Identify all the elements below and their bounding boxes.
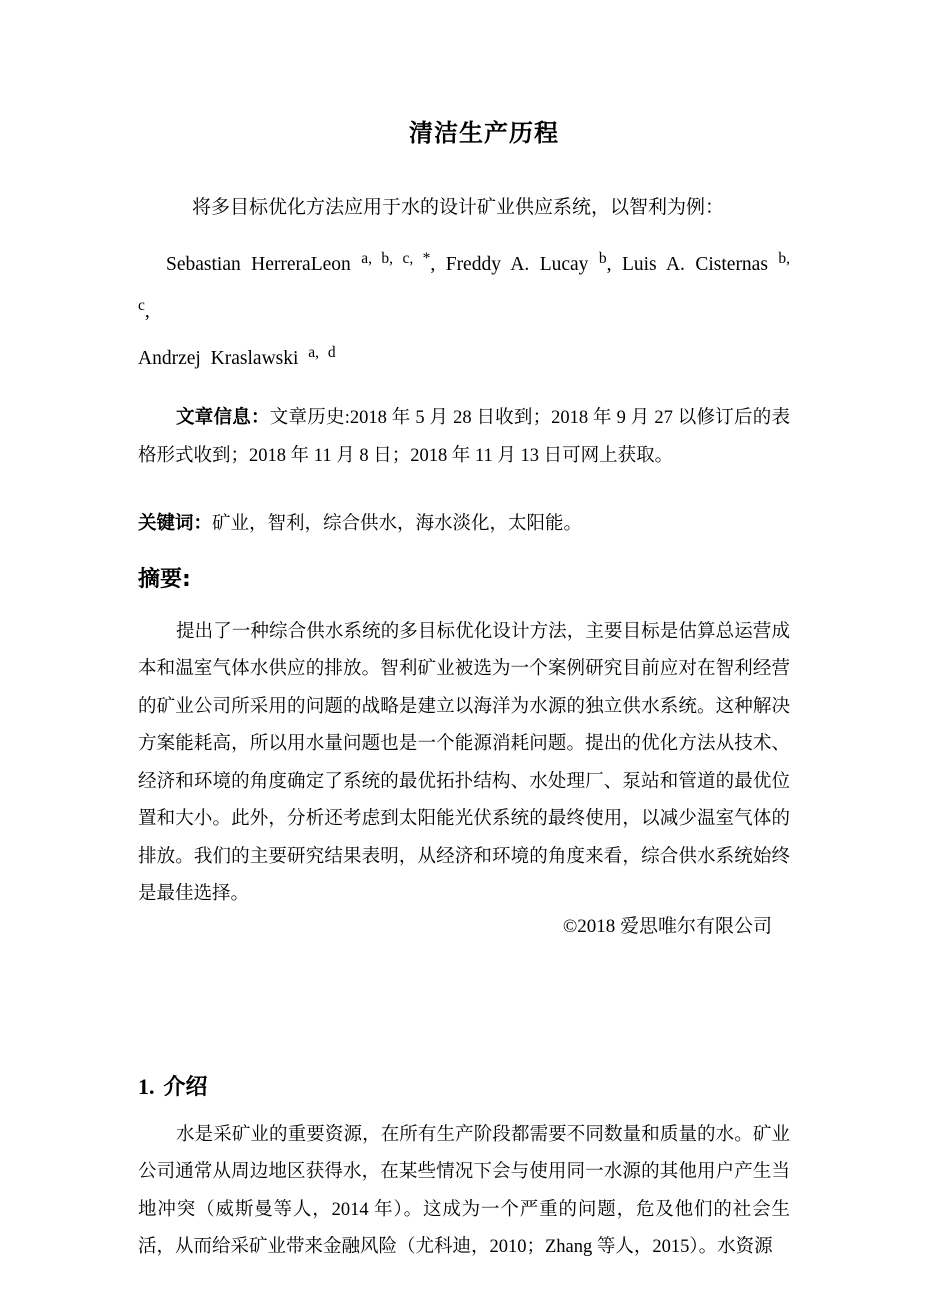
section-1-heading [138,1072,790,1103]
article-info-label: 文章信息： [176,407,270,428]
article-info [138,399,790,475]
author-4-name: Andrzej Kraslawski [138,348,309,369]
author-1-affiliations: a, b, c, * [361,250,431,267]
author-separator: , [144,301,150,322]
author-3-affiliations: b, c [138,250,790,314]
keywords-text: 矿业，智利，综合供水，海水淡化，太阳能。 [212,514,583,534]
copyright-notice: ©2018 爱思唯尔有限公司 [562,915,772,937]
abstract-heading: 摘要: [138,566,191,592]
author-2-name: Freddy A. Lucay [445,254,599,275]
section-1-number: 1. [138,1073,155,1099]
section-1-title: 介绍 [163,1074,208,1100]
authors-line [138,242,790,383]
article-info-text: 文章历史:2018 年 5 月 28 日收到；2018 年 9 月 27 以修订后的表格形式收到；2018 年 11 月 8 日；2018 年 11 月 13 日可网上获取。 [138,408,790,466]
keywords-line [138,505,790,544]
abstract-body: 提出了一种综合供水系统的多目标优化设计方法，主要目标是估算总运营成本和温室气体水供应的排放。智利矿业被选为一个案例研究目前应对在智利经营的矿业公司所采用的问题的战略是建立以海洋为水源的独立供水系统。这种解决方案能耗高，所以用水量问题也是一个能源消耗问题。提出的优化方法从技术、经济和环境的角度确定了系统的最优拓扑结构、水处理厂、泵站和管道的最优位置和大小。此外，分析还考虑到太阳能光伏系统的最终使用，以减少温室气体的排放。我们的主要研究结果表明，从经济和环境的角度来看，综合供水系统始终是最佳选择。 [138,621,790,904]
author-separator: , [430,254,446,275]
author-1-name: Sebastian HerreraLeon [166,254,362,275]
paper-title: 清洁生产历程 [409,119,559,147]
paper-subtitle: 将多目标优化方法应用于水的设计矿业供应系统，以智利为例： [192,197,725,218]
author-4-affiliations: a, d [308,344,336,361]
author-3-name: Luis A. Cisternas [621,254,779,275]
section-1-body: 水是采矿业的重要资源，在所有生产阶段都需要不同数量和质量的水。矿业公司通常从周边地区获得水，在某些情况下会与使用同一水源的其他用户产生当地冲突（威斯曼等人，2014 年）。这成为一个严重的问题，危及他们的社会生活，从而给采矿业带来金融风险（尤科迪，2010；Zhang 等人，2015）。水资源 [138,1124,790,1257]
author-2-affiliations: b [598,250,607,267]
author-separator: , [606,254,622,275]
keywords-label: 关键词： [138,513,213,534]
